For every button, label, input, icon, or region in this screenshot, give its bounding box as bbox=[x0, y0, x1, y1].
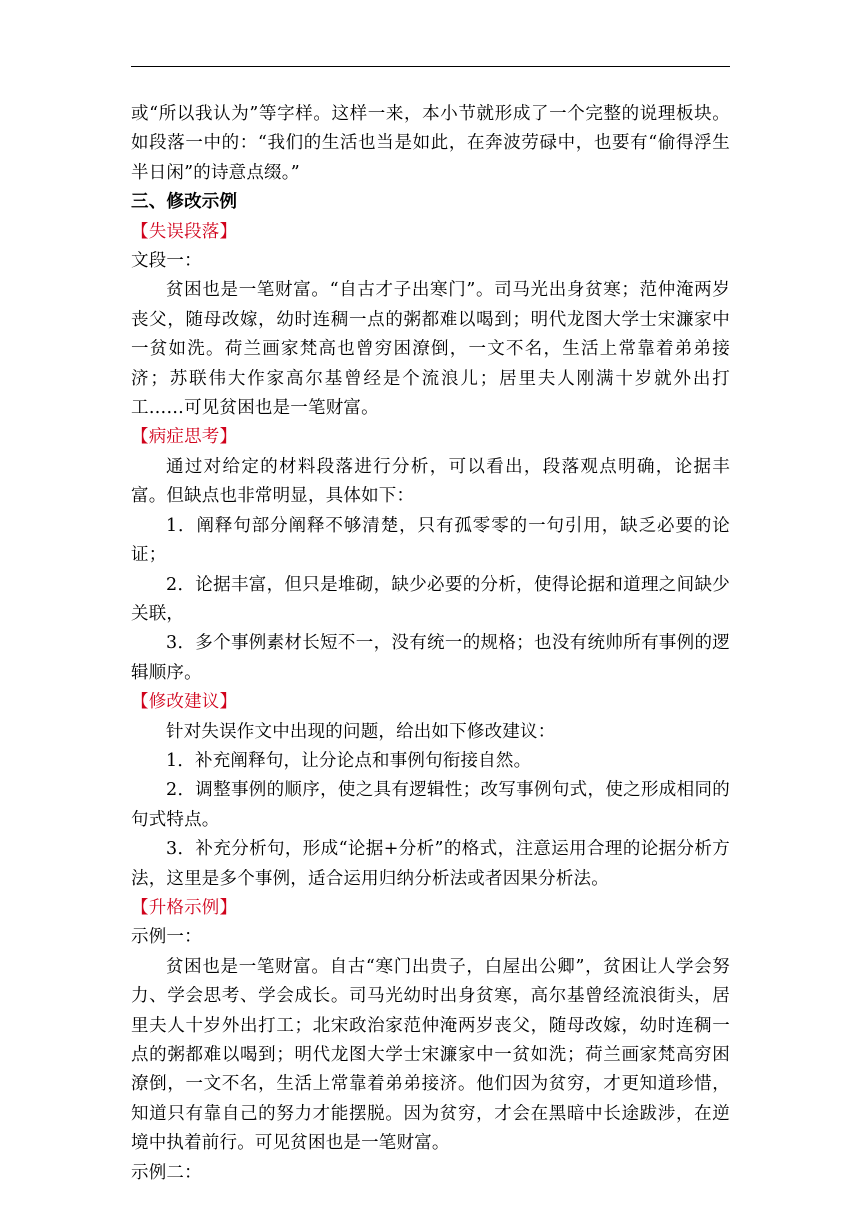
label-example-one: 示例一： bbox=[131, 927, 202, 948]
paragraph-suggestions-intro: 针对失误作文中出现的问题，给出如下修改建议： bbox=[166, 721, 556, 742]
document-body bbox=[131, 100, 730, 1188]
paragraph-diagnosis-intro: 通过对给定的材料段落进行分析，可以看出，段落观点明确，论据丰富。但缺点也非常明显，具体如下： bbox=[131, 456, 730, 507]
paragraph-error-example: 贫困也是一笔财富。“自古才子出寒门”。司马光出身贫寒；范仲淹两岁丧父，随母改嫁，幼时连稠一点的粥都难以喝到；明代龙图大学士宋濂家中一贫如洗。荷兰画家梵高也曾穷困潦倒，一文不名，生活上常靠着弟弟接济；苏联伟大作家高尔基曾经是个流浪儿；居里夫人刚满十岁就外出打工……可见贫困也是一笔财富。 bbox=[131, 280, 730, 419]
bracket-heading-error-paragraph: 【失误段落】 bbox=[131, 221, 238, 242]
paragraph-improved-example: 贫困也是一笔财富。自古“寒门出贵子，白屋出公卿”，贫困让人学会努力、学会思考、学会成长。司马光幼时出身贫寒，高尔基曾经流浪街头，居里夫人十岁外出打工；北宋政治家范仲淹两岁丧父，随母改嫁，幼时连稠一点的粥都难以喝到；明代龙图大学士宋濂家中一贫如洗；荷兰画家梵高穷困潦倒，一文不名，生活上常靠着弟弟接济。他们因为贫穷，才更知道珍惜，知道只有靠自己的努力才能摆脱。因为贫穷，才会在黑暗中长途跋涉，在逆境中执着前行。可见贫困也是一笔财富。 bbox=[131, 956, 730, 1154]
header-rule bbox=[131, 66, 730, 67]
list-item-diagnosis-2: 2．论据丰富，但只是堆砌，缺少必要的分析，使得论据和道理之间缺少关联， bbox=[131, 574, 730, 624]
bracket-heading-improved-example: 【升格示例】 bbox=[131, 897, 238, 918]
list-item-diagnosis-3: 3．多个事例素材长短不一，没有统一的规格；也没有统帅所有事例的逻辑顺序。 bbox=[131, 633, 730, 683]
label-example-two: 示例二： bbox=[131, 1162, 202, 1183]
list-item-diagnosis-1: 1．阐释句部分阐释不够清楚，只有孤零零的一句引用，缺乏必要的论证； bbox=[131, 515, 730, 566]
list-item-suggestion-1: 1．补充阐释句，让分论点和事例句衔接自然。 bbox=[166, 750, 532, 771]
paragraph-continuation: 或“所以我认为”等字样。这样一来，本小节就形成了一个完整的说理板块。如段落一中的：“我们的生活也当是如此，在奔波劳碌中，也要有“偷得浮生半日闲”的诗意点缀。” bbox=[131, 104, 730, 183]
list-item-suggestion-3: 3．补充分析句，形成“论据+分析”的格式，注意运用合理的论据分析方法，这里是多个事例，适合运用归纳分析法或者因果分析法。 bbox=[131, 839, 730, 889]
section-heading: 三、修改示例 bbox=[131, 192, 238, 213]
bracket-heading-suggestions: 【修改建议】 bbox=[131, 692, 238, 713]
bracket-heading-diagnosis: 【病症思考】 bbox=[131, 427, 238, 448]
list-item-suggestion-2: 2．调整事例的顺序，使之具有逻辑性；改写事例句式，使之形成相同的句式特点。 bbox=[131, 780, 730, 830]
document-page bbox=[131, 0, 730, 1216]
label-passage-one: 文段一： bbox=[131, 251, 202, 272]
